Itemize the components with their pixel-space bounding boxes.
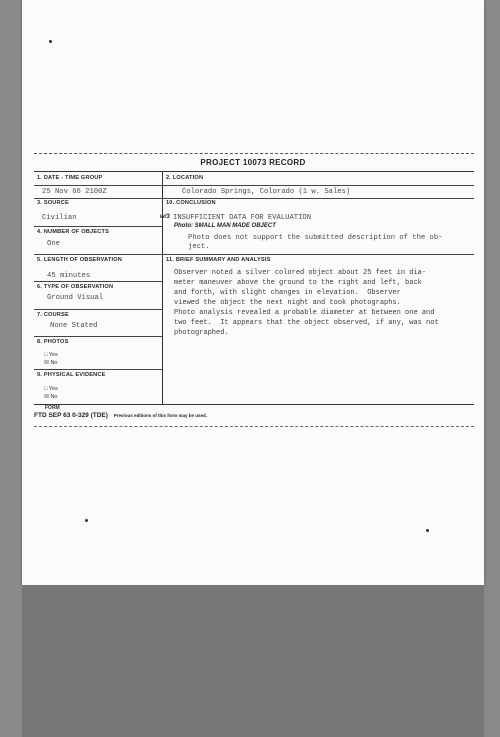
row-divider [34,369,162,370]
summary-label: 11. BRIEF SUMMARY AND ANALYSIS [166,257,271,263]
length-of-observation-label: 5. LENGTH OF OBSERVATION [37,257,122,263]
number-of-objects-label: 4. NUMBER OF OBJECTS [37,229,110,235]
form-word: FORM [45,405,60,411]
conclusion-value: INSUFFICIENT DATA FOR EVALUATION [173,214,312,222]
specks [85,519,88,522]
specks [426,529,429,532]
photos-no-checkbox: ☒ No [44,360,58,366]
background-area [22,585,484,737]
form-identifier [34,412,207,419]
physical-evidence-label: 9. PHYSICAL EVIDENCE [37,372,106,378]
row-divider [34,254,474,255]
date-time-value: 25 Nov 66 2100Z [42,188,107,196]
location-label: 2. LOCATION [166,175,204,181]
conclusion-handwritten-note: Photo: SMALL MAN MADE OBJECT [174,223,276,229]
summary-text: Observer noted a silver colored object about 25 feet in dia- meter maneuver above the ground to the right and left, back and forth, with slight changes in elevation. Observer viewed the object the next night and took photographs. Photo analysis revealed a probable diameter at between one and two feet. It appears that the object observed, if any, was not photographed. [174,269,439,337]
source-value: Civilian [42,214,77,222]
physical-evidence-no-checkbox: ☒ No [44,394,58,400]
physical-evidence-yes-checkbox: □ Yes [44,386,58,392]
conclusion-checkmark: w/3 [160,214,170,220]
row-divider [34,336,162,337]
conclusion-label: 10. CONCLUSION [166,200,216,206]
specks [49,40,52,43]
course-label: 7. COURSE [37,312,69,318]
course-value: None Stated [50,322,98,330]
bottom-divider [34,426,474,427]
photos-yes-checkbox: □ Yes [44,352,58,358]
form-note: Previous editions of this form may be used. [113,413,208,418]
record-title: PROJECT 10073 RECORD [200,158,306,167]
row-divider [34,309,162,310]
row-divider [34,226,162,227]
date-time-label: 1. DATE - TIME GROUP [37,175,103,181]
column-divider [162,172,163,404]
location-value: Colorado Springs, Colorado (1 w. Sales) [182,188,351,196]
row-divider [34,185,474,186]
top-divider [34,153,474,154]
record-form [34,171,474,405]
conclusion-note: Photo does not support the submitted description of the ob- ject. [188,234,443,251]
row-divider [34,281,162,282]
form-id: FTD SEP 63 0-329 (TDE) [34,412,108,419]
row-divider [34,198,474,199]
photos-label: 8. PHOTOS [37,339,69,345]
source-label: 3. SOURCE [37,200,69,206]
type-of-observation-value: Ground Visual [47,294,104,302]
number-of-objects-value: One [47,240,60,248]
length-of-observation-value: 45 minutes [47,272,91,280]
type-of-observation-label: 6. TYPE OF OBSERVATION [37,284,114,290]
document-page [22,0,484,585]
